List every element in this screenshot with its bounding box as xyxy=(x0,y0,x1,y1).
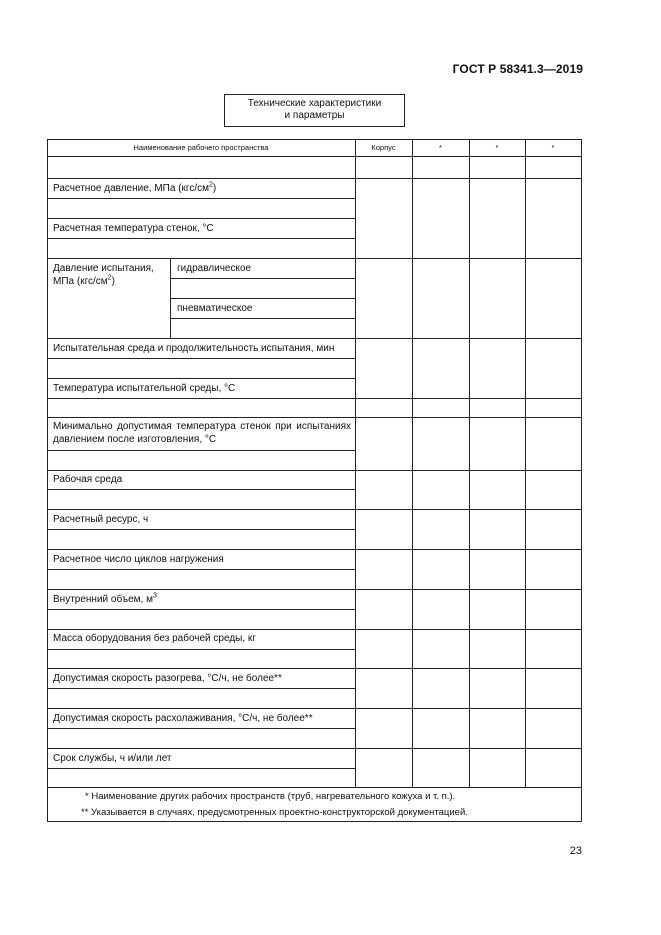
characteristics-table xyxy=(47,139,582,822)
footnote-1: * Наименование других рабочих пространств (труб, нагревательного кожуха и т. п.). xyxy=(85,791,456,802)
page-number: 23 xyxy=(569,845,582,857)
footnote-2: ** Указывается в случаях, предусмотренных проектно-конструкторской документацией. xyxy=(81,807,468,818)
document-number: ГОСТ Р 58341.3—2019 xyxy=(452,62,583,76)
row-label-test-medium: Испытательная среда и продолжительность испытания, мин xyxy=(53,343,335,354)
row-label-service-life: Срок службы, ч и/или лет xyxy=(53,753,172,764)
row-label-design-life: Расчетный ресурс, ч xyxy=(53,514,149,525)
section-title-line-2: и параметры xyxy=(284,110,345,121)
row-label-internal-volume: Внутренний объем, $м^3$ xyxy=(53,592,157,605)
column-header-body: Корпус xyxy=(371,143,396,152)
row-label-min-wall-temperature: Минимально допустимая температура стенок при испытаниях давлением после изготовления, °С xyxy=(53,421,351,445)
row-label-heating-rate: Допустимая скорость разогрева, °С/ч, не более** xyxy=(53,673,282,684)
row-label-load-cycles: Расчетное число циклов нагружения xyxy=(53,554,224,565)
column-header-other-1: * xyxy=(439,143,442,152)
column-header-workspace-name: Наименование рабочего пространства xyxy=(133,143,269,152)
row-label-cooling-rate: Допустимая скорость расхолаживания, °С/ч, не более** xyxy=(53,713,313,724)
column-header-other-2: * xyxy=(495,143,499,152)
row-label-test-medium-temperature: Температура испытательной среды, °С xyxy=(53,383,236,394)
row-label-pneumatic: пневматическое xyxy=(177,303,253,314)
row-label-working-medium: Рабочая среда xyxy=(53,474,123,485)
row-label-hydraulic: гидравлическое xyxy=(177,263,252,274)
row-label-test-pressure: Давление испытания, МПа $(кгс/см^2)$ xyxy=(53,263,154,287)
section-title-line-1: Технические характеристики xyxy=(247,98,382,109)
column-header-other-3: * xyxy=(551,143,555,152)
row-label-design-wall-temperature: Расчетная температура стенок, °С xyxy=(53,223,214,234)
row-label-design-pressure: Расчетное давление, МПа $(кгс/см^2)$ xyxy=(53,181,217,194)
section-title-box xyxy=(224,94,405,127)
row-label-mass: Масса оборудования без рабочей среды, кг xyxy=(53,633,256,644)
